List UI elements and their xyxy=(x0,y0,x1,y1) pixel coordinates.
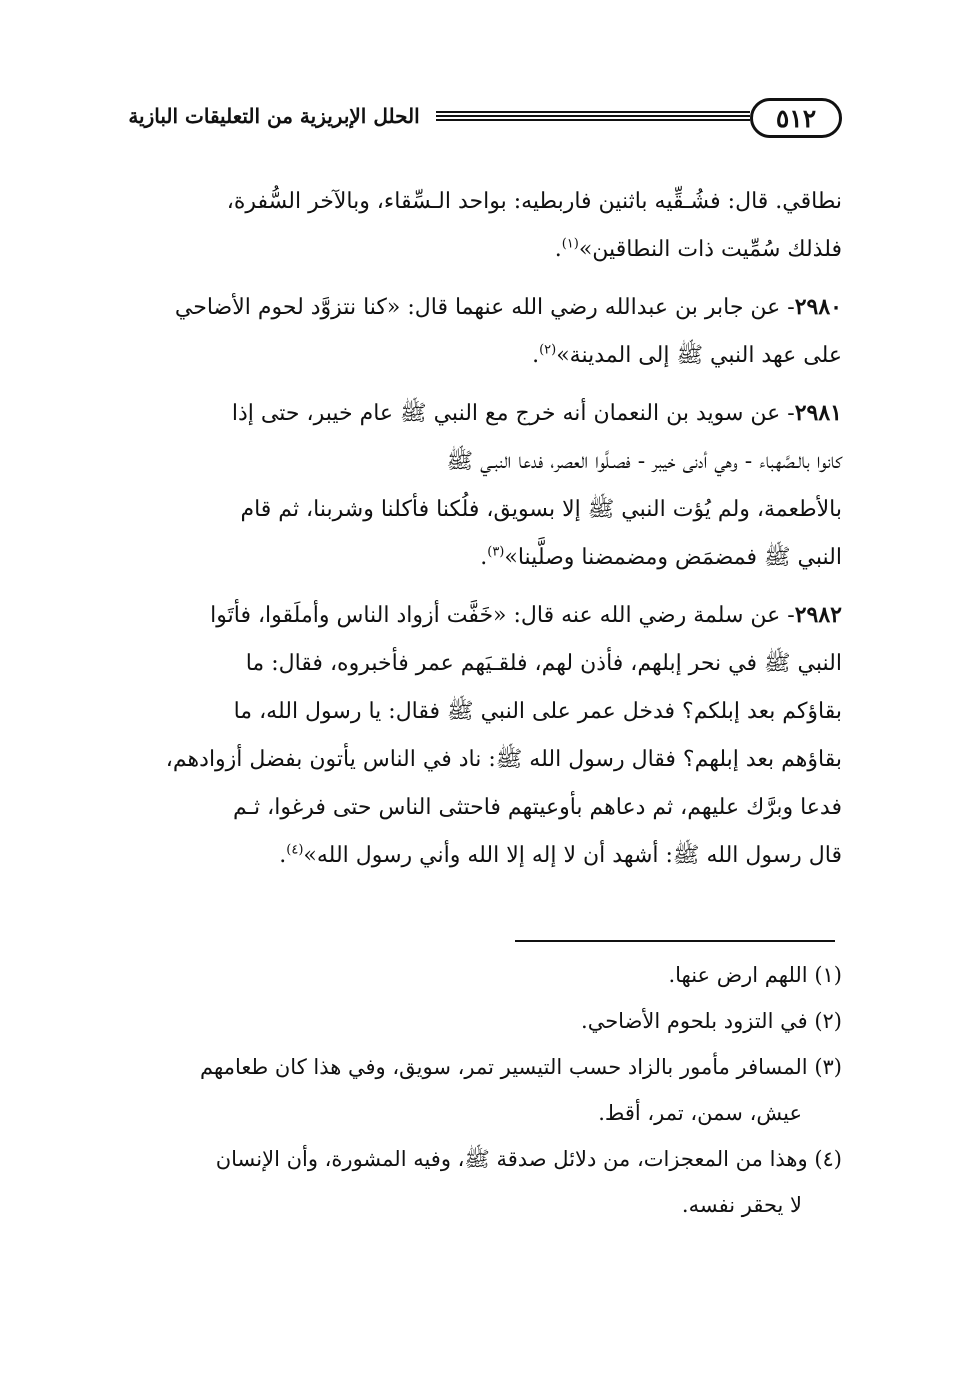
main-text xyxy=(120,178,842,889)
footnote-2: (٢) في التزود بلحوم الأضاحي. xyxy=(581,1009,842,1033)
footnote-1: (١) اللهم ارض عنها. xyxy=(668,963,842,987)
page-header xyxy=(118,96,842,146)
text-line: نطاقي. قال: فشُـقِّيه باثنين فاربطيه: بواحد الـسِّقاء، وبالآخر السُّفرة، xyxy=(226,189,842,214)
text-line: بقاؤهم بعد إبلهم؟ فقال رسول الله ﷺ: ناد في الناس يأتون بفضل أزوادهم، xyxy=(165,747,842,772)
footnote-separator xyxy=(515,940,835,942)
text-line: على عهد النبي ﷺ إلى المدينة»$^{(٢)}$. xyxy=(532,342,842,368)
text-line: النبي ﷺ في نحر إبلهم، فأذن لهم، فلقـيَهم عمر فأخبروه، فقال: ما xyxy=(245,651,842,676)
text-line: ٢٩٨١- عن سويد بن النعمان أنه خرج مع النبي ﷺ عام خيبر، حتى إذا xyxy=(231,400,842,426)
footnote-4-continued: لا يحقر نفسه. xyxy=(681,1193,802,1217)
footnote-3: (٣) المسافر مأمور بالزاد حسب التيسير تمر، سويق، وفي هذا كان طعامهم xyxy=(200,1055,842,1079)
footnote-4: (٤) وهذا من المعجزات، من دلائل صدقة ﷺ، وفيه المشورة، وأن الإنسان xyxy=(215,1147,842,1171)
hadith-number: ٢٩٨٢ xyxy=(794,602,842,628)
footnote-ref: (٤) xyxy=(286,842,304,858)
page-number: ٥١٢ xyxy=(750,98,842,138)
hadith-number: ٢٩٨١ xyxy=(794,400,842,426)
hadith-2980 xyxy=(120,283,842,380)
hadith-2982 xyxy=(120,591,842,880)
text-line: كانوا بالـصَّهباء - وهي أدنى خيبر - فصـلَّوا العصر، فدعا النبـي ﷺ xyxy=(446,449,842,474)
footnote-ref: (٢) xyxy=(539,342,557,358)
text-line: بالأطعمة، ولم يُؤت النبي ﷺ إلا بسويق، فلُكنا فأكلنا وشربنا، ثم قام xyxy=(240,497,842,522)
hadith-2981 xyxy=(120,389,842,582)
text-line: النبي ﷺ فمضمَض ومضمضنا وصلَّينا»$^{(٣)}$. xyxy=(480,544,842,570)
footnote-3-continued: عيش، سمن، تمر، أقط. xyxy=(598,1101,802,1125)
paragraph xyxy=(120,178,842,274)
text-line: فدعا وبرَّك عليهم، ثم دعاهم بأوعيتهم فاحتثى الناس حتى فرغوا، ثـم xyxy=(232,795,842,820)
text-line: قال رسول الله ﷺ: أشهد أن لا إله إلا الله وأني رسول الله»$^{(٤)}$. xyxy=(279,842,842,868)
running-title: الحلل الإبريزية من التعليقات البازية xyxy=(128,104,420,128)
text-line: ٢٩٨٢- عن سلمة رضي الله عنه قال: «خَفَّت أزواد الناس وأملَقوا، فأتَوا xyxy=(210,602,842,628)
text-line: ٢٩٨٠- عن جابر بن عبدالله رضي الله عنهما قال: «كنا نتزوَّد لحوم الأضاحي xyxy=(174,294,842,320)
text-line: فلذلك سُمِّيت ذات النطاقين»$^{(١)}$. xyxy=(554,236,842,262)
hadith-number: ٢٩٨٠ xyxy=(794,294,842,320)
footnote-ref: (١) xyxy=(561,236,579,252)
text-line: بقاؤكم بعد إبلكم؟ فدخل عمر على النبي ﷺ فقال: يا رسول الله، ما xyxy=(233,699,842,724)
footnotes xyxy=(120,952,842,1228)
footnote-ref: (٣) xyxy=(487,544,505,560)
